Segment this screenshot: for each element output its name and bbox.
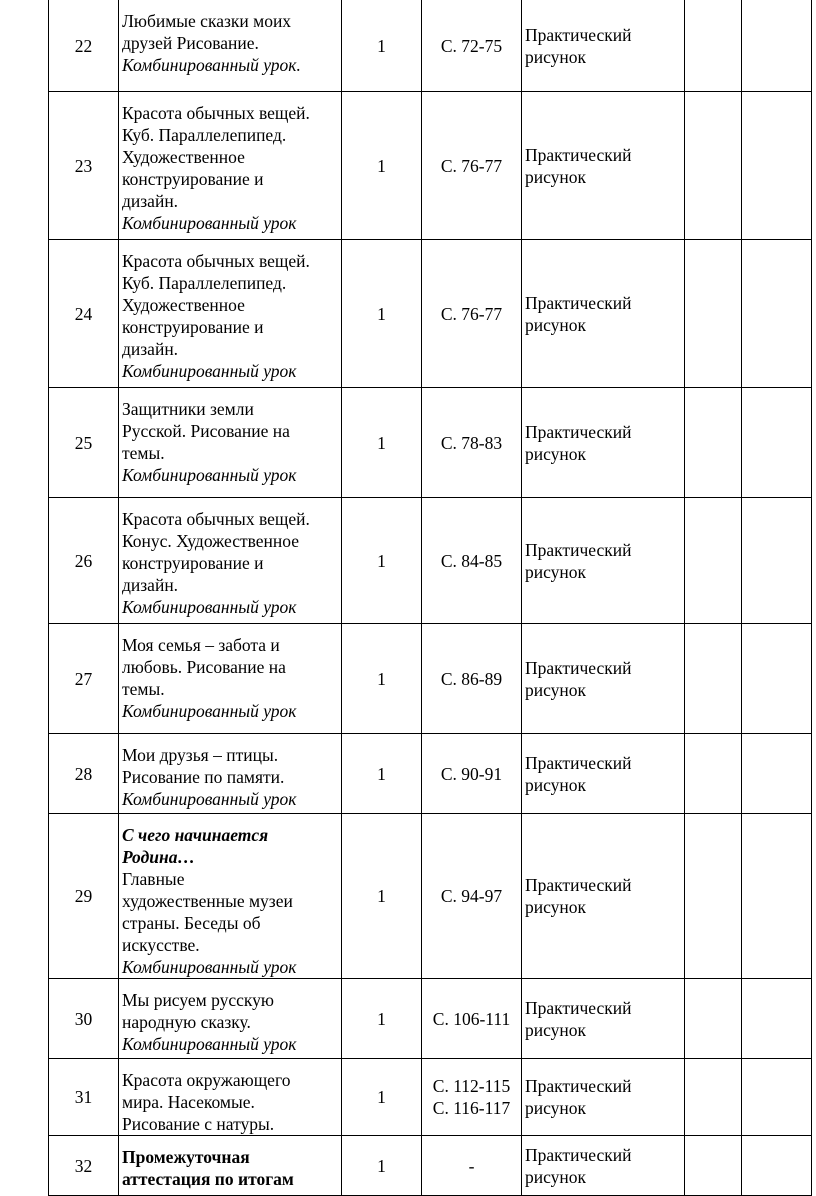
date-fact-cell [742,92,812,240]
date-plan-cell [685,92,742,240]
table-row [49,240,812,388]
lesson-number: 22 [49,0,119,92]
topic-line: Художественное [122,295,245,315]
date-plan-cell [685,498,742,624]
control-form [522,240,685,388]
topic-line: Промежуточная [122,1147,250,1167]
control-form [522,1136,685,1196]
topic-line: дизайн. [122,575,179,595]
lesson-number: 28 [49,734,119,814]
page-range: - [468,1155,475,1176]
control-form [522,734,685,814]
lesson-hours: 1 [342,624,422,734]
control-line: Практический [525,997,632,1018]
date-fact-cell [742,734,812,814]
date-plan-cell [685,734,742,814]
control-line: Практический [525,539,632,560]
topic-line: Комбинированный урок [122,213,297,233]
topic-line: Главные [122,869,185,889]
textbook-pages [422,388,522,498]
topic-line: аттестация по итогам [122,1169,294,1189]
textbook-pages [422,1136,522,1196]
topic-line: Куб. Параллелепипед. [122,125,287,145]
control-form [522,1059,685,1136]
control-line: Практический [525,1076,632,1096]
control-line: рисунок [525,897,587,917]
topic-line: С чего начинается [122,825,269,845]
date-fact-cell [742,498,812,624]
control-line: Практический [525,875,632,895]
date-fact-cell [742,1059,812,1136]
control-line: рисунок [525,679,587,700]
lesson-hours: 1 [342,0,422,92]
topic-line: Комбинированный урок [122,1034,297,1054]
control-line: рисунок [525,561,587,582]
topic-line: Куб. Параллелепипед. [122,273,287,293]
date-plan-cell [685,624,742,734]
lesson-hours: 1 [342,979,422,1059]
topic-line: Рисование с натуры. [122,1114,275,1134]
topic-line: народную сказку. [122,1012,251,1032]
textbook-pages [422,92,522,240]
control-form [522,0,685,92]
page-range: С. 72-75 [440,35,503,56]
topic-line: Красота обычных вещей. [122,251,310,271]
lesson-topic [119,814,342,979]
topic-line: Мои друзья – птицы. [122,745,279,765]
topic-line: конструирование и [122,317,264,337]
textbook-pages [422,498,522,624]
topic-line: Красота окружающего [122,1070,291,1090]
lesson-number: 27 [49,624,119,734]
page-range: С. 116-117 [432,1098,511,1118]
date-fact-cell [742,1136,812,1196]
control-line: Практический [525,1144,632,1165]
topic-line: мира. Насекомые. [122,1092,255,1112]
topic-line: дизайн. [122,339,179,359]
topic-line: Родина… [122,847,195,867]
lesson-hours: 1 [342,734,422,814]
lesson-topic [119,979,342,1059]
topic-line: художественные музеи [122,891,293,911]
lesson-topic [119,624,342,734]
lesson-hours: 1 [342,240,422,388]
page-range: С. 90-91 [440,763,503,784]
control-line: рисунок [525,443,587,464]
lesson-topic [119,734,342,814]
textbook-pages [422,814,522,979]
textbook-pages [422,240,522,388]
lesson-topic [119,1059,342,1136]
topic-line: Комбинированный урок [122,361,297,381]
control-line: Практический [525,144,632,165]
page-range: С. 76-77 [440,155,503,176]
table-row [49,814,812,979]
page-range: С. 112-115 [432,1076,511,1096]
lesson-number: 30 [49,979,119,1059]
lesson-number: 23 [49,92,119,240]
lesson-number: 25 [49,388,119,498]
topic-line: Красота обычных вещей. [122,509,310,529]
lesson-plan-body [49,0,812,1196]
table-row [49,498,812,624]
control-line: рисунок [525,46,587,67]
lesson-topic [119,240,342,388]
table-row [49,979,812,1059]
topic-line: Русской. Рисование на [122,421,290,441]
topic-line: друзей Рисование. [122,33,259,53]
control-line: рисунок [525,1019,587,1040]
control-line: рисунок [525,774,587,795]
date-fact-cell [742,388,812,498]
lesson-hours: 1 [342,92,422,240]
table-row [49,1059,812,1136]
topic-line: Художественное [122,147,245,167]
control-form [522,814,685,979]
date-plan-cell [685,1059,742,1136]
control-line: рисунок [525,314,587,335]
control-line: Практический [525,24,632,45]
topic-line: Рисование по памяти. [122,767,285,787]
lesson-number: 29 [49,814,119,979]
date-fact-cell [742,979,812,1059]
table-row [49,0,812,92]
topic-line: Комбинированный урок [122,957,297,977]
page-range: С. 78-83 [440,432,503,453]
lesson-topic [119,388,342,498]
textbook-pages [422,734,522,814]
textbook-pages [422,979,522,1059]
topic-line: Любимые сказки моих [122,11,292,31]
topic-line: Красота обычных вещей. [122,103,310,123]
lesson-hours: 1 [342,1059,422,1136]
date-plan-cell [685,979,742,1059]
topic-line: конструирование и [122,169,264,189]
lesson-number: 24 [49,240,119,388]
table-row [49,92,812,240]
topic-line: Комбинированный урок [122,465,297,485]
textbook-pages [422,1059,522,1136]
textbook-pages [422,624,522,734]
control-line: Практический [525,421,632,442]
control-line: Практический [525,292,632,313]
topic-line: искусстве. [122,935,200,955]
control-form [522,388,685,498]
control-form [522,979,685,1059]
lesson-number: 26 [49,498,119,624]
control-form [522,92,685,240]
date-fact-cell [742,624,812,734]
control-line: рисунок [525,1098,587,1118]
topic-line: Комбинированный урок [122,701,297,721]
table-row [49,1136,812,1196]
page-range: С. 106-111 [432,1008,511,1029]
control-form [522,624,685,734]
topic-line: Комбинированный урок [122,789,297,809]
topic-line: темы. [122,443,165,463]
control-line: рисунок [525,1166,587,1187]
lesson-number: 32 [49,1136,119,1196]
topic-line: дизайн. [122,191,179,211]
textbook-pages [422,0,522,92]
topic-line: Защитники земли [122,399,254,419]
topic-line: Конус. Художественное [122,531,300,551]
topic-line: страны. Беседы об [122,913,261,933]
date-fact-cell [742,814,812,979]
lesson-hours: 1 [342,388,422,498]
page-range: С. 76-77 [440,303,503,324]
topic-line: Мы рисуем русскую [122,990,274,1010]
page-range: С. 86-89 [440,668,503,689]
topic-line: конструирование и [122,553,264,573]
control-form [522,498,685,624]
control-line: Практический [525,752,632,773]
lesson-hours: 1 [342,1136,422,1196]
date-plan-cell [685,1136,742,1196]
lesson-hours: 1 [342,498,422,624]
topic-line: темы. [122,679,165,699]
topic-line: Комбинированный урок. [122,55,301,75]
control-line: рисунок [525,166,587,187]
page-range: С. 84-85 [440,550,503,571]
date-plan-cell [685,814,742,979]
lesson-topic [119,498,342,624]
date-fact-cell [742,0,812,92]
table-row [49,624,812,734]
date-plan-cell [685,240,742,388]
table-row [49,388,812,498]
lesson-topic [119,1136,342,1196]
control-line: Практический [525,657,632,678]
lesson-topic [119,92,342,240]
page-range: С. 94-97 [440,886,503,906]
table-row [49,734,812,814]
topic-line: Моя семья – забота и [122,635,280,655]
lesson-plan-table [48,0,812,1196]
date-fact-cell [742,240,812,388]
lesson-hours: 1 [342,814,422,979]
topic-line: Комбинированный урок [122,597,297,617]
lesson-topic [119,0,342,92]
date-plan-cell [685,388,742,498]
date-plan-cell [685,0,742,92]
topic-line: любовь. Рисование на [122,657,286,677]
lesson-number: 31 [49,1059,119,1136]
